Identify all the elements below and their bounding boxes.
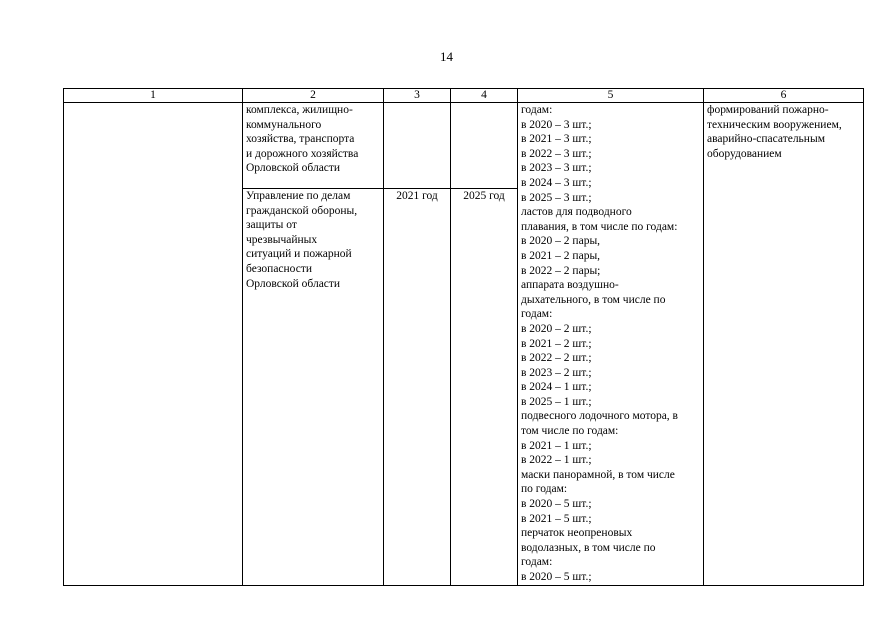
col6-line: техническим вооружением, — [707, 118, 842, 131]
col6-line: аварийно-спасательным — [707, 133, 825, 146]
col5-line: годам: — [521, 104, 553, 116]
column-header-1: 1 — [64, 89, 243, 103]
col2-bottom-line: безопасности — [246, 262, 313, 275]
col5-line: в 2020 – 5 шт.; — [521, 571, 592, 583]
column-header-4: 4 — [451, 89, 518, 103]
col2-bottom-line: гражданской обороны, — [246, 204, 358, 217]
col5-line: годам: — [521, 308, 553, 321]
column-header-2: 2 — [243, 89, 384, 103]
col5-line: в 2024 – 1 шт.; — [521, 381, 592, 394]
cell-col3-top — [384, 103, 451, 189]
col5-line: по годам: — [521, 483, 568, 496]
col5-line: ластов для подводного — [521, 206, 632, 219]
col5-line: в 2020 – 2 шт.; — [521, 322, 592, 335]
col2-bottom-line: ситуаций и пожарной — [246, 248, 352, 261]
col5-line: в 2024 – 3 шт.; — [521, 176, 592, 189]
col5-line: в 2021 – 3 шт.; — [521, 133, 592, 146]
column-header-3: 3 — [384, 89, 451, 103]
col5-line: в 2022 – 1 шт.; — [521, 454, 592, 467]
cell-col2-bottom — [243, 189, 384, 586]
col5-line: в 2022 – 2 пары; — [521, 264, 601, 277]
col2-bottom-line: защиты от — [246, 219, 297, 232]
column-header-5: 5 — [518, 89, 704, 103]
col5-line: в 2021 – 2 шт.; — [521, 337, 592, 350]
cell-col3-start-year: 2021 год — [384, 189, 451, 586]
col2-top-line: Орловской области — [246, 162, 341, 175]
cell-col4-end-year: 2025 год — [451, 189, 518, 586]
table-row-upper — [64, 103, 864, 189]
column-header-6: 6 — [704, 89, 864, 103]
col5-line: перчаток неопреновых — [521, 527, 633, 540]
col5-line: дыхательного, в том числе по — [521, 293, 666, 306]
col5-line: маски панорамной, в том числе — [521, 468, 675, 481]
col5-line: годам: — [521, 556, 553, 569]
cell-col4-top — [451, 103, 518, 189]
col5-line: в 2022 – 3 шт.; — [521, 147, 592, 160]
col5-line: в 2022 – 2 шт.; — [521, 352, 592, 365]
col2-bottom-line: чрезвычайных — [246, 233, 318, 246]
header-row — [64, 89, 864, 103]
col5-line: в 2020 – 2 пары, — [521, 235, 601, 248]
cell-col2-top — [243, 103, 384, 189]
col2-top-line: хозяйства, транспорта — [246, 133, 355, 146]
col2-bottom-line: Управление по делам — [246, 190, 351, 202]
col2-top-line: комплекса, жилищно- — [246, 104, 353, 116]
col2-top-line: коммунального — [246, 118, 322, 131]
col5-line: подвесного лодочного мотора, в — [521, 410, 678, 423]
col5-line: в 2020 – 5 шт.; — [521, 498, 592, 511]
col5-line: в 2023 – 2 шт.; — [521, 366, 592, 379]
col5-line: в 2021 – 5 шт.; — [521, 512, 592, 525]
program-table — [63, 88, 864, 586]
col5-line: в 2025 – 1 шт.; — [521, 395, 592, 408]
cell-col1 — [64, 103, 243, 586]
col5-line: в 2020 – 3 шт.; — [521, 118, 592, 131]
col5-line: в 2021 – 1 шт.; — [521, 439, 592, 452]
col6-line: оборудованием — [707, 147, 782, 160]
col2-bottom-line: Орловской области — [246, 277, 341, 290]
col5-line: плавания, в том числе по годам: — [521, 220, 678, 233]
col5-line: в 2023 – 3 шт.; — [521, 162, 592, 175]
col5-line: аппарата воздушно- — [521, 279, 619, 292]
col5-line: в 2021 – 2 пары, — [521, 249, 601, 262]
col5-line: водолазных, в том числе по — [521, 541, 656, 554]
col5-line: том числе по годам: — [521, 425, 619, 438]
col2-top-line: и дорожного хозяйства — [246, 147, 359, 160]
col5-line: в 2025 – 3 шт.; — [521, 191, 592, 204]
col6-line: формирований пожарно- — [707, 104, 829, 116]
cell-col6 — [704, 103, 864, 586]
cell-col5 — [518, 103, 704, 586]
page-number: 14 — [440, 49, 453, 64]
